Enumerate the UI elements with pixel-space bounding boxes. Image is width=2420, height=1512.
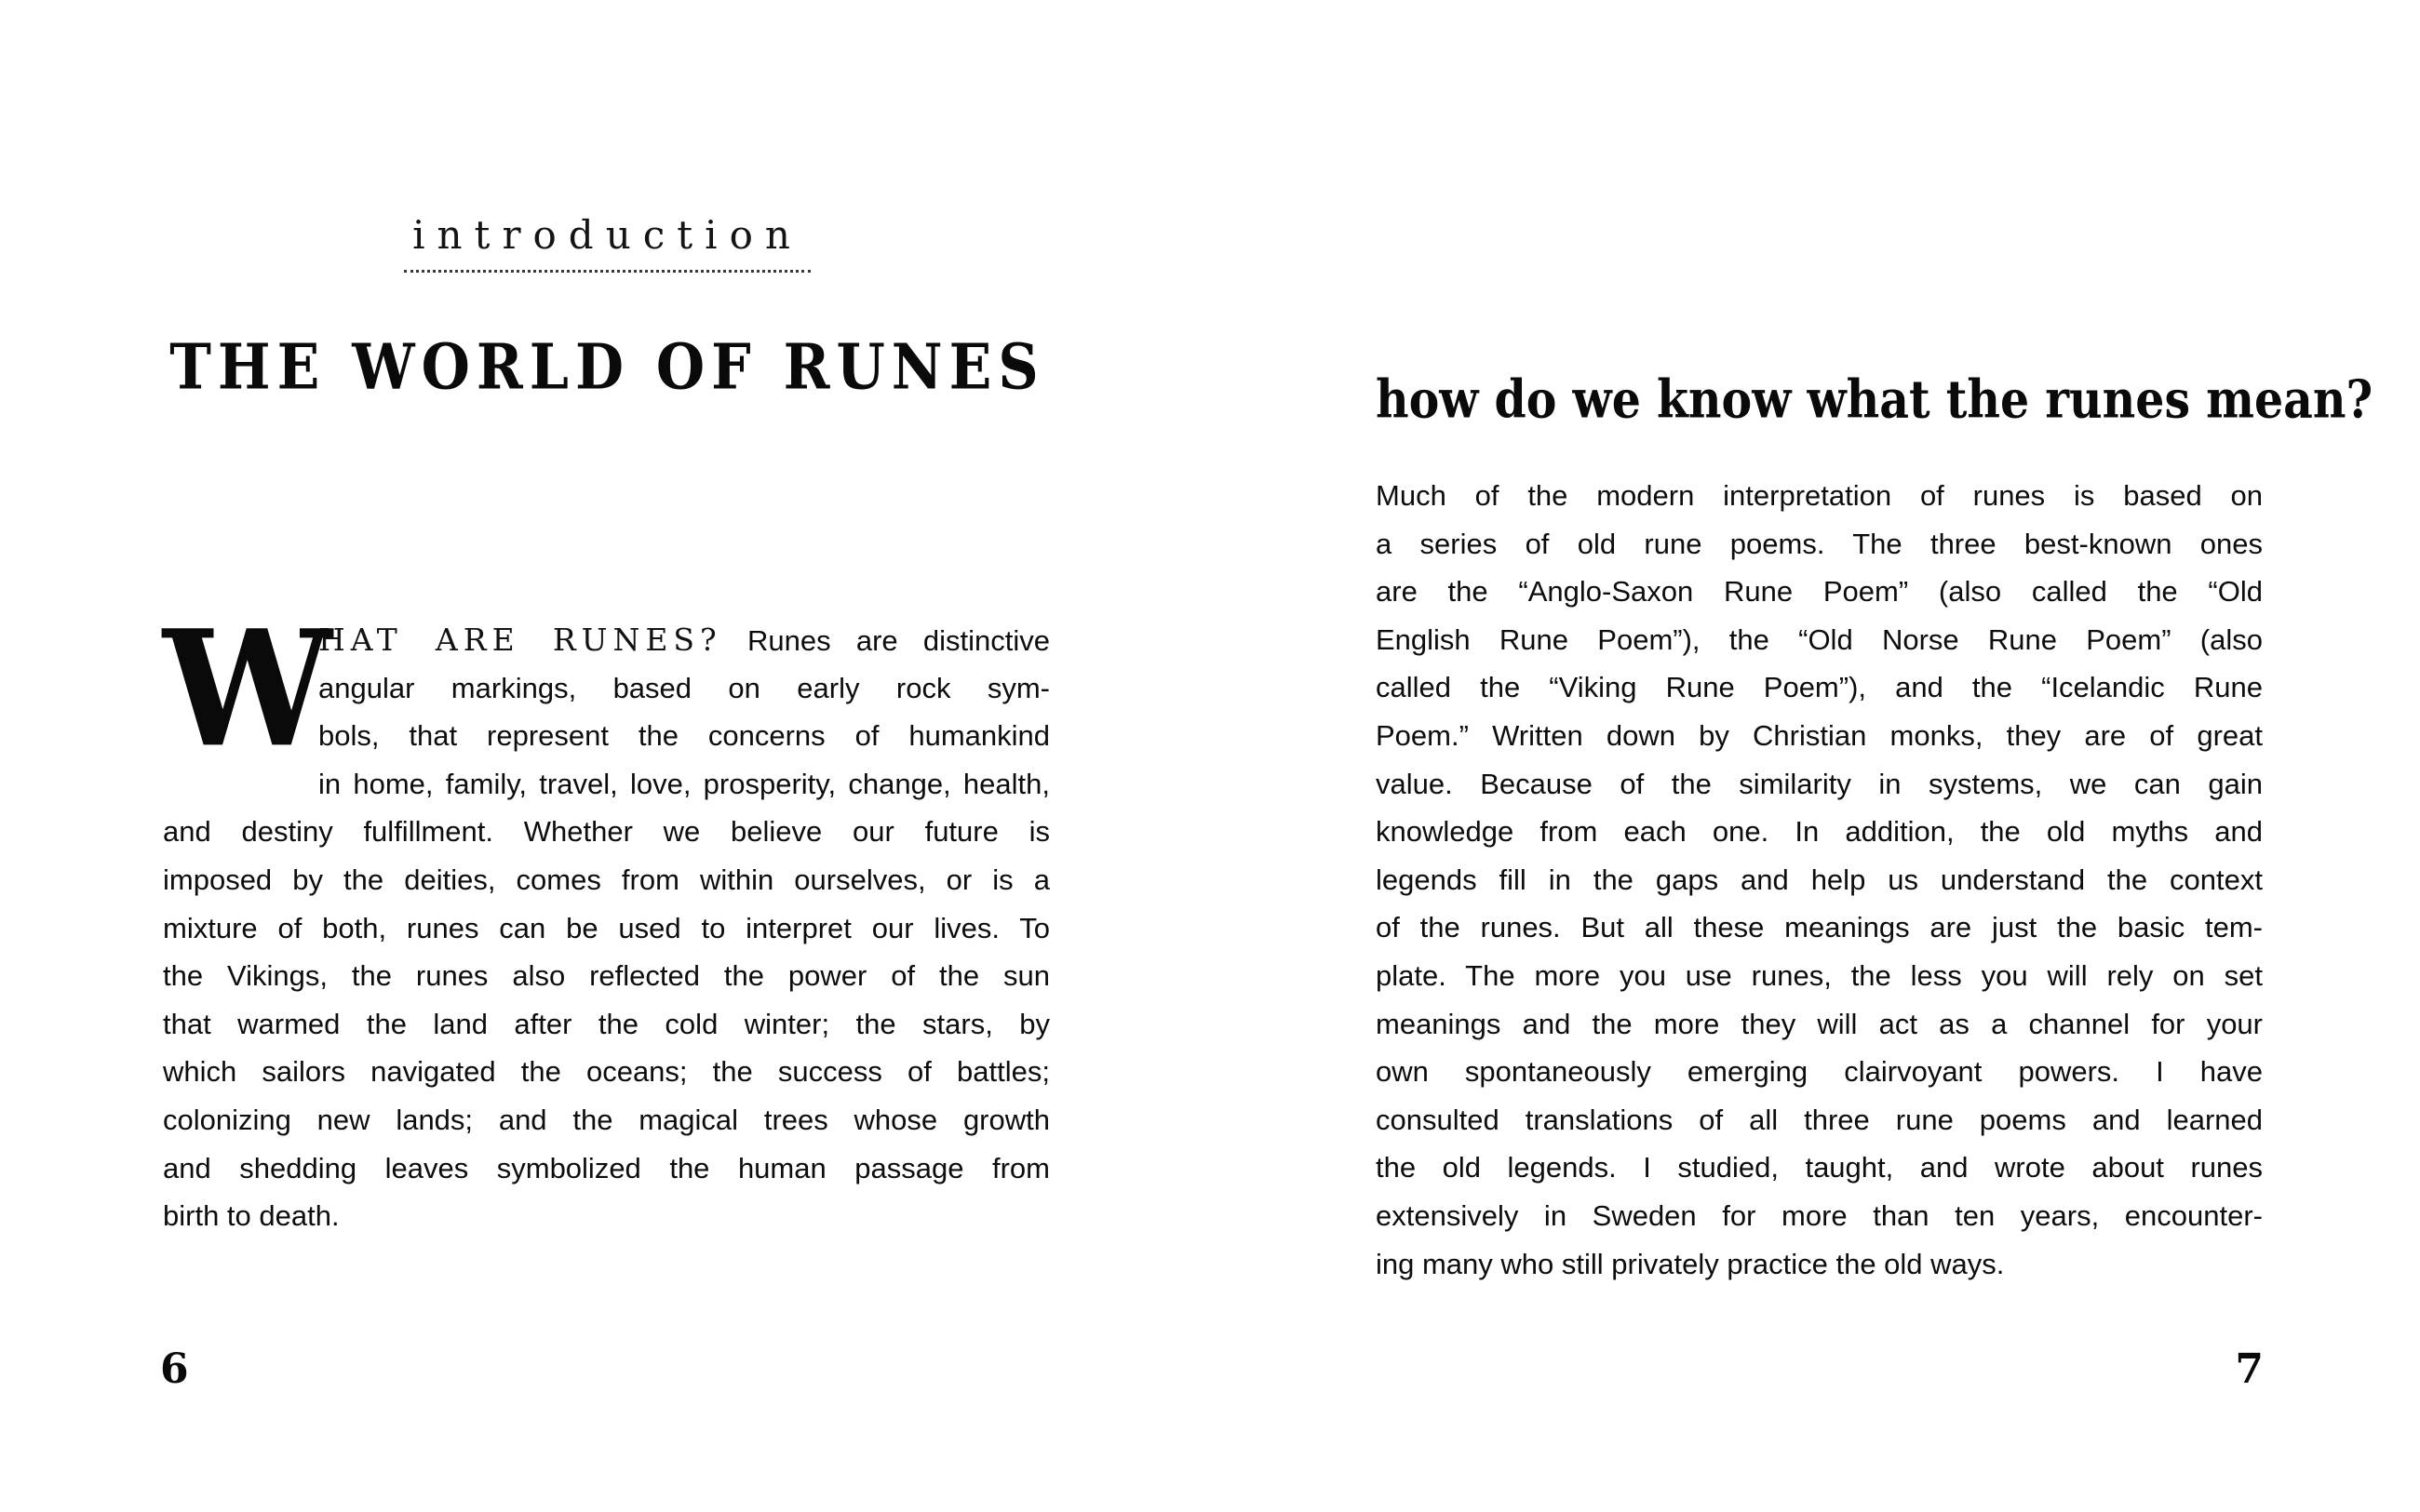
body-line: of the runes. But all these meanings are just the basic tem- — [1376, 911, 2263, 944]
body-line: plate. The more you use runes, the less you will rely on set — [1376, 958, 2263, 992]
body-line: birth to death. — [163, 1199, 340, 1233]
body-line: angular markings, based on early rock sym- — [318, 671, 1050, 704]
chapter-kicker: introduction — [412, 212, 802, 258]
chapter-kicker-block — [140, 212, 1075, 273]
body-line: in home, family, travel, love, prosperity, change, health, — [318, 767, 1050, 800]
body-line: legends fill in the gaps and help us understand the context — [1376, 863, 2263, 896]
lead-rest: Runes are distinctive — [747, 624, 1050, 657]
body-line: the old legends. I studied, taught, and wrote about runes — [1376, 1151, 2263, 1184]
page-number-left: 6 — [160, 1345, 189, 1393]
kicker-divider-rule — [404, 270, 811, 273]
body-line: ing many who still privately practice the old ways. — [1376, 1247, 2005, 1280]
section-paragraph — [1376, 472, 2263, 1288]
body-line: knowledge from each one. In addition, the old myths and — [1376, 815, 2263, 849]
dropcap-container — [163, 595, 327, 783]
body-line: Much of the modern interpretation of runes is based on — [1376, 479, 2263, 512]
page-number-right: 7 — [2235, 1345, 2264, 1393]
body-line: value. Because of the similarity in systems, we can gain — [1376, 767, 2263, 800]
body-line: mixture of both, runes can be used to interpret our lives. To — [163, 911, 1050, 944]
intro-paragraph — [163, 595, 1050, 1240]
body-line: the Vikings, the runes also reflected the power of the sun — [163, 959, 1050, 993]
body-line: colonizing new lands; and the magical trees whose growth — [163, 1103, 1050, 1136]
body-line: English Rune Poem”), the “Old Norse Rune Poem” (also — [1376, 622, 2263, 656]
dropcap-letter: W — [163, 595, 327, 783]
body-line: imposed by the deities, comes from within ourselves, or is a — [163, 863, 1050, 896]
section-heading: how do we know what the runes mean? — [1376, 368, 2373, 431]
body-line: and destiny fulfillment. Whether we believe our future is — [163, 815, 1050, 849]
body-line: which sailors navigated the oceans; the success of battles; — [163, 1055, 1050, 1089]
body-line: bols, that represent the concerns of humankind — [318, 719, 1050, 753]
body-line: called the “Viking Rune Poem”), and the “Icelandic Rune — [1376, 671, 2263, 704]
body-line: extensively in Sweden for more than ten years, encounter- — [1376, 1198, 2263, 1232]
body-line: consulted translations of all three rune poems and learned — [1376, 1103, 2263, 1136]
body-line: a series of old rune poems. The three best-known ones — [1376, 527, 2263, 560]
lead-smallcaps: HAT ARE RUNES? — [318, 622, 722, 658]
body-line: Poem.” Written down by Christian monks, they are of great — [1376, 718, 2263, 752]
body-line: that warmed the land after the cold winter; the stars, by — [163, 1007, 1050, 1040]
body-line: and shedding leaves symbolized the human passage from — [163, 1151, 1050, 1184]
section-body-lines — [1376, 472, 2263, 1288]
chapter-title: THE WORLD OF RUNES — [169, 331, 1045, 405]
body-line: meanings and the more they will act as a channel for your — [1376, 1007, 2263, 1040]
body-line: are the “Anglo-Saxon Rune Poem” (also called the “Old — [1376, 575, 2263, 609]
body-line: own spontaneously emerging clairvoyant powers. I have — [1376, 1055, 2263, 1089]
